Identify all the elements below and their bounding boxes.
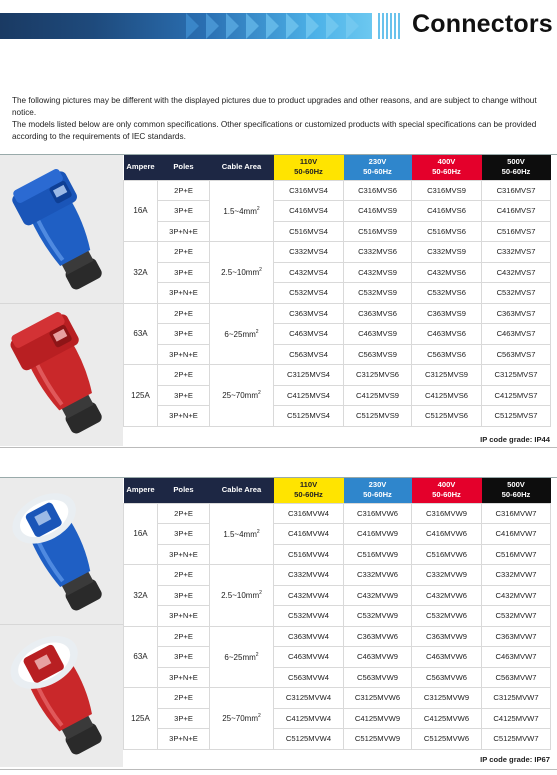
poles-cell: 2P+E xyxy=(158,688,210,709)
model-500v: C332MVW7 xyxy=(482,565,551,586)
model-230v: C532MVS9 xyxy=(344,283,412,304)
model-230v: C3125MVS6 xyxy=(344,365,412,386)
model-230v: C432MVS9 xyxy=(344,262,412,283)
model-500v: C5125MVS7 xyxy=(482,406,551,427)
model-230v: C4125MVS9 xyxy=(344,385,412,406)
product-images xyxy=(0,478,123,767)
table-row xyxy=(124,365,551,386)
ampere-cell: 16A xyxy=(124,503,158,565)
poles-cell: 3P+N+E xyxy=(158,406,210,427)
intro-line-2: The models listed below are only common specifications. Other specifications or customized products with special specifications can be provided according to the requirements of IEC standards. xyxy=(12,120,537,141)
model-110v: C332MVW4 xyxy=(274,565,344,586)
ip-code-label: IP code grade: IP44 xyxy=(480,435,550,444)
ampere-cell: 125A xyxy=(124,688,158,750)
table-row xyxy=(124,667,551,688)
model-400v: C532MVW6 xyxy=(412,606,482,627)
col-poles: Poles xyxy=(158,478,210,503)
model-500v: C516MVS7 xyxy=(482,221,551,242)
cable-area-cell: $2.5\sim 10mm^2$ xyxy=(210,242,274,304)
col-poles: Poles xyxy=(158,155,210,180)
model-500v: C516MVW7 xyxy=(482,544,551,565)
col-500v: 500V 50-60Hz xyxy=(482,155,551,180)
ampere-cell: 32A xyxy=(124,565,158,627)
table-row xyxy=(124,606,551,627)
table-row xyxy=(124,303,551,324)
ampere-cell: 63A xyxy=(124,303,158,365)
model-400v: C563MVW6 xyxy=(412,667,482,688)
model-230v: C416MVS9 xyxy=(344,201,412,222)
poles-cell: 3P+N+E xyxy=(158,544,210,565)
intro-text xyxy=(12,95,552,143)
cable-area-cell: $6\sim 25mm^2$ xyxy=(210,303,274,365)
table-row xyxy=(124,708,551,729)
ampere-cell: 16A xyxy=(124,180,158,242)
table-row xyxy=(124,283,551,304)
col-400v: 400V 50-60Hz xyxy=(412,155,482,180)
model-500v: C4125MVS7 xyxy=(482,385,551,406)
model-230v: C316MVS6 xyxy=(344,180,412,201)
col-cable-area: Cable Area xyxy=(210,155,274,180)
col-110v: 110V 50-60Hz xyxy=(274,478,344,503)
poles-cell: 2P+E xyxy=(158,565,210,586)
model-500v: C363MVW7 xyxy=(482,626,551,647)
model-110v: C363MVS4 xyxy=(274,303,344,324)
model-230v: C516MVW9 xyxy=(344,544,412,565)
model-230v: C463MVS9 xyxy=(344,324,412,345)
poles-cell: 3P+E xyxy=(158,201,210,222)
cable-area-cell: $1.5\sim 4mm^2$ xyxy=(210,180,274,242)
table-row xyxy=(124,503,551,524)
model-110v: C3125MVS4 xyxy=(274,365,344,386)
poles-cell: 3P+E xyxy=(158,262,210,283)
ampere-cell: 32A xyxy=(124,242,158,304)
header-stripes xyxy=(378,13,402,39)
model-500v: C563MVW7 xyxy=(482,667,551,688)
poles-cell: 2P+E xyxy=(158,626,210,647)
model-500v: C416MVW7 xyxy=(482,524,551,545)
model-110v: C532MVW4 xyxy=(274,606,344,627)
ampere-cell: 63A xyxy=(124,626,158,688)
model-400v: C4125MVS6 xyxy=(412,385,482,406)
model-230v: C3125MVW6 xyxy=(344,688,412,709)
model-230v: C363MVS6 xyxy=(344,303,412,324)
model-110v: C332MVS4 xyxy=(274,242,344,263)
model-400v: C416MVW6 xyxy=(412,524,482,545)
poles-cell: 3P+E xyxy=(158,524,210,545)
model-400v: C316MVS9 xyxy=(412,180,482,201)
model-110v: C363MVW4 xyxy=(274,626,344,647)
model-110v: C532MVS4 xyxy=(274,283,344,304)
model-400v: C363MVS9 xyxy=(412,303,482,324)
poles-cell: 2P+E xyxy=(158,365,210,386)
model-500v: C416MVS7 xyxy=(482,201,551,222)
table-row xyxy=(124,729,551,750)
table-row xyxy=(124,385,551,406)
poles-cell: 3P+N+E xyxy=(158,344,210,365)
product-images xyxy=(0,155,123,446)
poles-cell: 2P+E xyxy=(158,242,210,263)
poles-cell: 3P+E xyxy=(158,385,210,406)
poles-cell: 2P+E xyxy=(158,180,210,201)
model-500v: C563MVS7 xyxy=(482,344,551,365)
model-400v: C532MVS6 xyxy=(412,283,482,304)
model-110v: C5125MVW4 xyxy=(274,729,344,750)
model-230v: C432MVW9 xyxy=(344,585,412,606)
model-110v: C416MVS4 xyxy=(274,201,344,222)
table-row xyxy=(124,688,551,709)
table-row xyxy=(124,201,551,222)
col-230v: 230V 50-60Hz xyxy=(344,478,412,503)
spec-table-ip67 xyxy=(123,478,551,750)
table-row xyxy=(124,647,551,668)
model-230v: C316MVW6 xyxy=(344,503,412,524)
col-cable-area: Cable Area xyxy=(210,478,274,503)
model-230v: C5125MVS9 xyxy=(344,406,412,427)
table-row xyxy=(124,524,551,545)
table-row xyxy=(124,544,551,565)
model-500v: C363MVS7 xyxy=(482,303,551,324)
red-connector-ip67-image xyxy=(10,628,115,763)
ampere-cell: 125A xyxy=(124,365,158,427)
page-title: Connectors xyxy=(412,10,553,38)
blue-connector-ip67-image xyxy=(10,484,115,619)
col-500v: 500V 50-60Hz xyxy=(482,478,551,503)
poles-cell: 3P+N+E xyxy=(158,606,210,627)
model-230v: C516MVS9 xyxy=(344,221,412,242)
model-400v: C416MVS6 xyxy=(412,201,482,222)
col-ampere: Ampere xyxy=(124,155,158,180)
model-230v: C532MVW9 xyxy=(344,606,412,627)
model-230v: C416MVW9 xyxy=(344,524,412,545)
model-500v: C463MVW7 xyxy=(482,647,551,668)
model-400v: C3125MVW9 xyxy=(412,688,482,709)
model-400v: C432MVW6 xyxy=(412,585,482,606)
poles-cell: 3P+E xyxy=(158,647,210,668)
model-110v: C316MVS4 xyxy=(274,180,344,201)
model-110v: C316MVW4 xyxy=(274,503,344,524)
model-230v: C363MVW6 xyxy=(344,626,412,647)
table-row xyxy=(124,242,551,263)
model-230v: C332MVS6 xyxy=(344,242,412,263)
model-500v: C432MVS7 xyxy=(482,262,551,283)
model-400v: C3125MVS9 xyxy=(412,365,482,386)
model-400v: C332MVW9 xyxy=(412,565,482,586)
model-110v: C563MVW4 xyxy=(274,667,344,688)
cable-area-cell: $6\sim 25mm^2$ xyxy=(210,626,274,688)
model-400v: C432MVS6 xyxy=(412,262,482,283)
model-400v: C463MVS6 xyxy=(412,324,482,345)
model-400v: C463MVW6 xyxy=(412,647,482,668)
ip-code-label: IP code grade: IP67 xyxy=(480,755,550,764)
cable-area-cell: $25\sim 70mm^2$ xyxy=(210,688,274,750)
model-400v: C363MVW9 xyxy=(412,626,482,647)
model-400v: C516MVS6 xyxy=(412,221,482,242)
model-500v: C432MVW7 xyxy=(482,585,551,606)
poles-cell: 3P+N+E xyxy=(158,729,210,750)
model-400v: C316MVW9 xyxy=(412,503,482,524)
cable-area-cell: $2.5\sim 10mm^2$ xyxy=(210,565,274,627)
model-110v: C4125MVS4 xyxy=(274,385,344,406)
table-row xyxy=(124,585,551,606)
model-400v: C516MVW6 xyxy=(412,544,482,565)
poles-cell: 3P+N+E xyxy=(158,283,210,304)
model-110v: C5125MVS4 xyxy=(274,406,344,427)
table-row xyxy=(124,344,551,365)
table-row xyxy=(124,626,551,647)
model-400v: C563MVS6 xyxy=(412,344,482,365)
model-500v: C5125MVW7 xyxy=(482,729,551,750)
poles-cell: 3P+N+E xyxy=(158,667,210,688)
poles-cell: 2P+E xyxy=(158,503,210,524)
model-500v: C532MVW7 xyxy=(482,606,551,627)
model-400v: C5125MVW6 xyxy=(412,729,482,750)
model-110v: C516MVW4 xyxy=(274,544,344,565)
table-row xyxy=(124,180,551,201)
table-row xyxy=(124,565,551,586)
model-230v: C563MVS9 xyxy=(344,344,412,365)
model-500v: C4125MVW7 xyxy=(482,708,551,729)
blue-connector-ip44-image xyxy=(10,163,115,298)
model-110v: C432MVW4 xyxy=(274,585,344,606)
table-row xyxy=(124,324,551,345)
intro-line-1: The following pictures may be different with the displayed pictures due to product upgrades and other reasons, and are subject to change without notice. xyxy=(12,96,537,117)
model-230v: C4125MVW9 xyxy=(344,708,412,729)
model-110v: C4125MVW4 xyxy=(274,708,344,729)
table-header-row xyxy=(124,155,551,180)
col-ampere: Ampere xyxy=(124,478,158,503)
model-110v: C432MVS4 xyxy=(274,262,344,283)
model-110v: C463MVS4 xyxy=(274,324,344,345)
model-500v: C316MVS7 xyxy=(482,180,551,201)
model-400v: C332MVS9 xyxy=(412,242,482,263)
model-230v: C563MVW9 xyxy=(344,667,412,688)
model-230v: C332MVW6 xyxy=(344,565,412,586)
red-connector-ip44-image xyxy=(10,307,115,442)
poles-cell: 3P+E xyxy=(158,324,210,345)
table-header-row xyxy=(124,478,551,503)
model-230v: C5125MVW9 xyxy=(344,729,412,750)
poles-cell: 3P+N+E xyxy=(158,221,210,242)
model-500v: C316MVW7 xyxy=(482,503,551,524)
col-400v: 400V 50-60Hz xyxy=(412,478,482,503)
model-230v: C463MVW9 xyxy=(344,647,412,668)
model-110v: C3125MVW4 xyxy=(274,688,344,709)
poles-cell: 3P+E xyxy=(158,585,210,606)
cable-area-cell: $25\sim 70mm^2$ xyxy=(210,365,274,427)
poles-cell: 2P+E xyxy=(158,303,210,324)
model-400v: C4125MVW6 xyxy=(412,708,482,729)
cable-area-cell: $1.5\sim 4mm^2$ xyxy=(210,503,274,565)
model-110v: C516MVS4 xyxy=(274,221,344,242)
table-row xyxy=(124,406,551,427)
model-500v: C463MVS7 xyxy=(482,324,551,345)
header-chevron-pattern xyxy=(186,13,370,39)
model-500v: C532MVS7 xyxy=(482,283,551,304)
model-500v: C3125MVW7 xyxy=(482,688,551,709)
col-110v: 110V 50-60Hz xyxy=(274,155,344,180)
model-500v: C3125MVS7 xyxy=(482,365,551,386)
spec-table-ip44 xyxy=(123,155,551,427)
table-row xyxy=(124,262,551,283)
model-110v: C463MVW4 xyxy=(274,647,344,668)
table-row xyxy=(124,221,551,242)
model-400v: C5125MVS6 xyxy=(412,406,482,427)
model-110v: C563MVS4 xyxy=(274,344,344,365)
model-110v: C416MVW4 xyxy=(274,524,344,545)
model-500v: C332MVS7 xyxy=(482,242,551,263)
col-230v: 230V 50-60Hz xyxy=(344,155,412,180)
poles-cell: 3P+E xyxy=(158,708,210,729)
